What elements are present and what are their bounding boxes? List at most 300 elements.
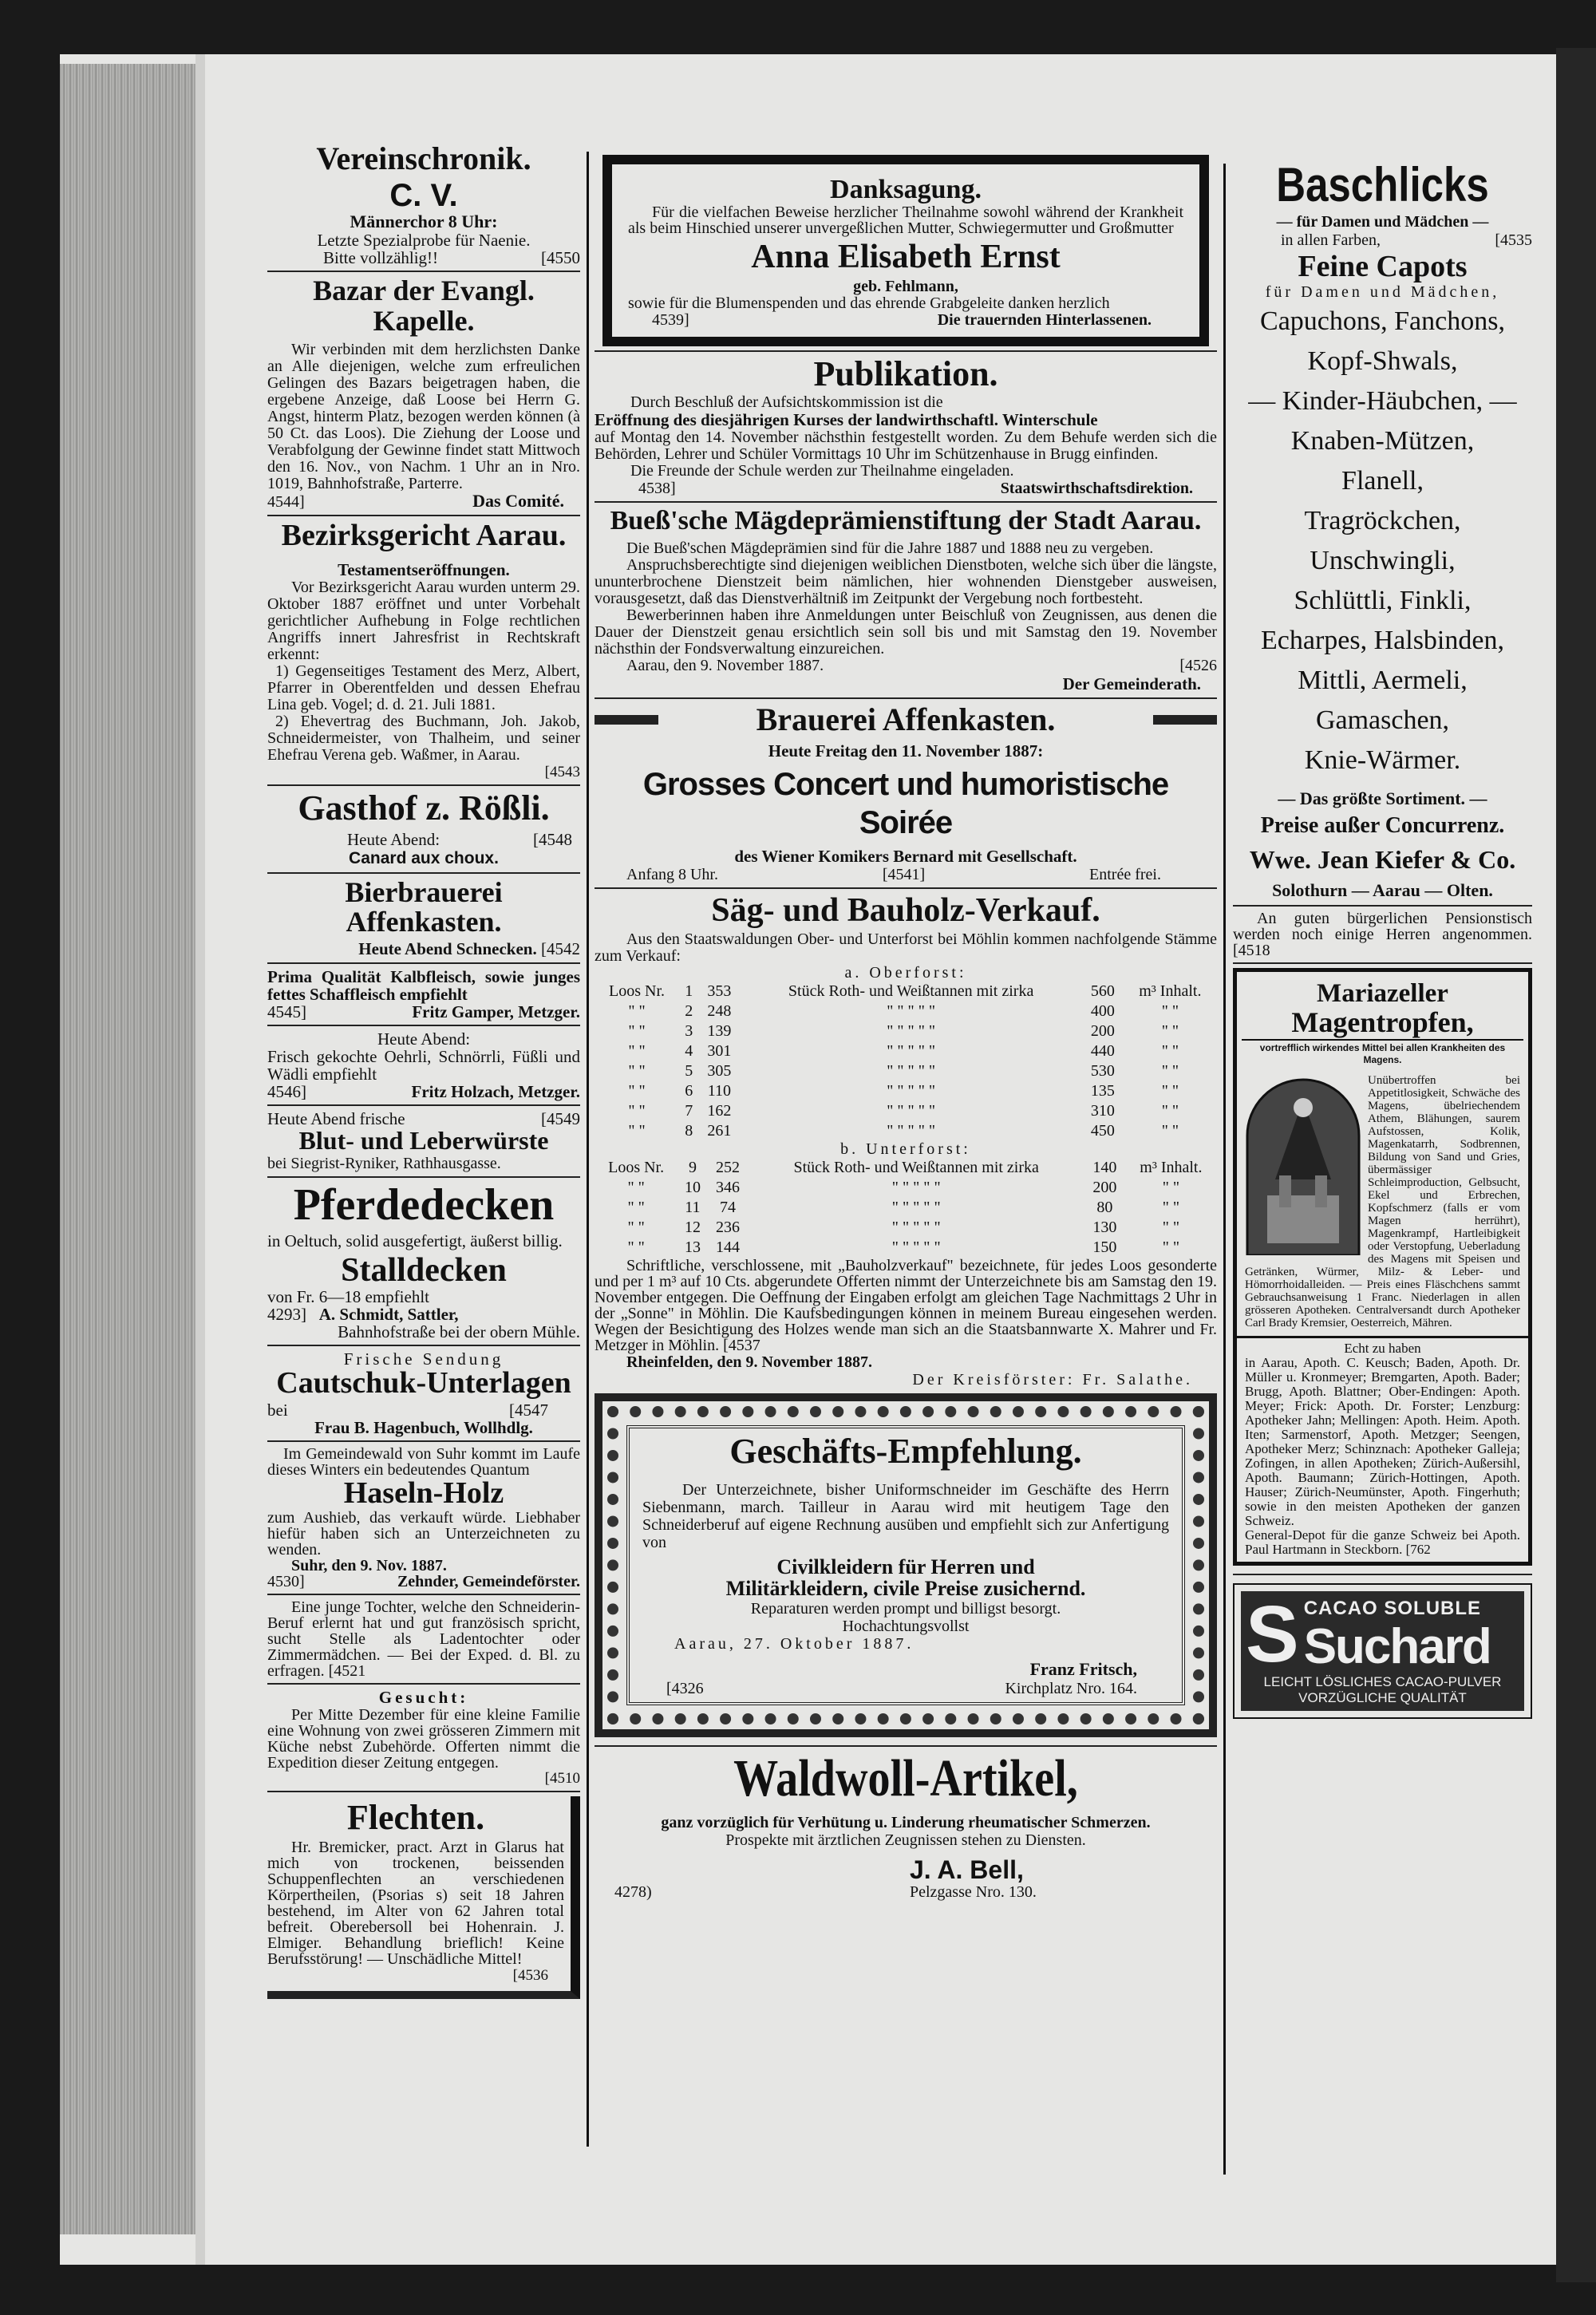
text: ganz vorzüglich für Verhütung u. Linderung rheumatischer Schmerzen. <box>661 1813 1151 1831</box>
text: Wir verbinden mit dem herzlichsten Danke an Alle diejenigen, welche zum erfreulichen Gelingen des Bazars beigetragen haben, die ergebene Anzeige, daß Loose bei Herrn G. Angst, hinterm Platz, bezogen werden können (à 50 Ct. das Loos). Die Ziehung der Loose und Verabfolgung der Gewinne findet statt Mittwoch den 16. Nov., von Nachm. 1 Uhr an in Nro. 1019, Bahnhofstraße, Parterre. <box>267 340 580 492</box>
ad-number: [4518 <box>1233 941 1270 959</box>
unit: " " <box>1161 1021 1179 1040</box>
mariazell-basilica-illustration <box>1243 1076 1363 1255</box>
column-divider <box>1223 164 1226 2175</box>
ad-waldwoll <box>595 1748 1217 1902</box>
ad-publikation <box>595 356 1217 497</box>
deceased-name: Anna Elisabeth Ernst <box>751 238 1061 275</box>
text: Eine junge Tochter, welche den Schneiderin-Beruf erlernt hat und gut französisch spricht, sucht Stelle als Ladentochter oder Zimmermädchen. — Bei der Exped. d. Bl. zu erfragen. <box>267 1598 580 1680</box>
heading: Geschäfts-Empfehlung. <box>729 1431 1082 1471</box>
divider <box>1233 905 1532 907</box>
description: " " " " " <box>887 1081 936 1100</box>
volume: 310 <box>1090 1101 1115 1120</box>
ad-gesucht <box>267 1689 580 1787</box>
text: CACAO SOLUBLE <box>1303 1598 1482 1620</box>
text: Heute Abend Schnecken. <box>358 939 537 959</box>
product-item: — Kinder-Häubchen, — <box>1248 385 1517 416</box>
ad-holzach <box>267 1030 580 1100</box>
ad-brauerei-affenkasten <box>595 703 1217 883</box>
ad-number: [4549 <box>541 1109 580 1129</box>
signature: Der Kreisförster: Fr. Salathe. <box>912 1370 1193 1389</box>
description: " " " " " <box>887 1061 936 1080</box>
volume: 200 <box>1090 1021 1115 1040</box>
ad-geschaefts-empfehlung <box>642 1433 1169 1697</box>
lot-number: 9 <box>688 1158 697 1176</box>
volume: 200 <box>1092 1178 1117 1196</box>
product-list <box>1233 302 1532 780</box>
heading: Mariazeller <box>1317 978 1448 1008</box>
piece-count: 74 <box>720 1198 737 1216</box>
lot-table-unterforst <box>595 1158 1217 1258</box>
ad-number: 4530] <box>267 1572 305 1590</box>
text: Reparaturen werden prompt und billigst besorgt. <box>750 1599 1061 1618</box>
lot-row <box>595 1081 1217 1101</box>
lot-label: " " <box>628 1061 646 1080</box>
heading: Bierbrauerei Affenkasten. <box>345 875 503 938</box>
signature: Frau B. Hagenbuch, Wollhdlg. <box>314 1417 533 1437</box>
text: Solothurn — Aarau — Olten. <box>1272 879 1493 900</box>
signature: A. Schmidt, Sattler, <box>318 1304 459 1324</box>
description: " " " " " <box>891 1218 941 1236</box>
unit: " " <box>1162 1178 1180 1196</box>
lot-label: Loos Nr. <box>608 1158 665 1176</box>
text: Canard aux choux. <box>349 848 499 867</box>
signature: Staatswirthschaftsdirektion. <box>1000 479 1193 497</box>
product-item: Kopf-Shwals, <box>1307 346 1458 376</box>
signature: J. A. Bell, <box>910 1855 1024 1884</box>
ad-cautschuk <box>267 1350 580 1436</box>
lot-label: " " <box>628 1081 646 1100</box>
product-item: Echarpes, Halsbinden, <box>1261 625 1504 655</box>
text: Civilkleidern für Herren und <box>776 1555 1035 1578</box>
right-column <box>1233 160 1532 1719</box>
ad-number: [4550 <box>541 248 580 267</box>
lot-row <box>595 1238 1217 1258</box>
ad-number: 4538] <box>638 479 676 497</box>
suchard-logo <box>1241 1591 1524 1711</box>
subheading: Testamentseröffnungen. <box>338 560 510 580</box>
date: Aarau, den 9. November 1887. <box>626 656 824 674</box>
ad-number: [4541] <box>882 865 926 883</box>
divider <box>267 1791 580 1792</box>
text: Hr. Bremicker, pract. Arzt in Glarus hat mich von trockenen, beissenden Schuppenflechten an verschiedenen Körpertheilen, (Psorias s) seit 18 Jahren bestehend, im Alter von 62 Jahren total befreit. Oberebersoll bei Hohenrain. J. Elmiger. Behandlung brieflich! Keine Berufsstörung! — Unschädliche Mittel! <box>267 1838 564 1968</box>
ad-number: [4542 <box>541 939 580 959</box>
lot-number: 4 <box>685 1041 693 1060</box>
product-item: Schlüttli, Finkli, <box>1294 585 1472 615</box>
lot-row <box>595 1121 1217 1141</box>
ad-tochter <box>267 1599 580 1679</box>
piece-count: 236 <box>716 1218 741 1236</box>
lot-row <box>595 982 1217 1001</box>
text: Heute Abend: <box>347 829 440 849</box>
lot-label: " " <box>628 1101 646 1120</box>
piece-count: 346 <box>716 1178 741 1196</box>
heading: Gesucht: <box>378 1687 469 1707</box>
lot-row <box>595 1021 1217 1041</box>
description: " " " " " <box>887 1101 936 1120</box>
ad-mariazeller <box>1233 968 1532 1566</box>
text: 1) Gegenseitiges Testament des Merz, Albert, Pfarrer in Oberentfelden und dessen Ehefrau Lina geb. Vogel; d. d. 21. Juli 1881. <box>267 662 580 714</box>
ad-number: [4543 <box>544 764 580 781</box>
lot-row <box>595 1041 1217 1061</box>
middle-column <box>595 152 1217 1901</box>
text: von Fr. 6—18 empfiehlt <box>267 1286 429 1306</box>
text: Bitte vollzählig!! <box>323 248 439 267</box>
volume: 530 <box>1090 1061 1115 1080</box>
heading: Bezirksgericht Aarau. <box>281 518 567 552</box>
volume: 560 <box>1090 982 1115 1000</box>
text: vortrefflich wirkendes Mittel bei allen Krankheiten des Magens. <box>1242 1039 1523 1068</box>
divider <box>267 1594 580 1595</box>
text: für Damen und Mädchen, <box>1265 282 1500 301</box>
lot-label: " " <box>627 1238 645 1256</box>
text: Per Mitte Dezember für eine kleine Familie eine Wohnung von zwei grösseren Zimmern mit Küche nebst Zubehörde. Offerten nimmt die Expedition dieser Zeitung entgegen. <box>267 1705 580 1772</box>
heading: Publikation. <box>813 354 998 393</box>
text: Die Bueß'schen Mägdeprämien sind für die Jahre 1887 und 1888 neu zu vergeben. <box>626 539 1154 557</box>
ad-pension <box>1233 911 1532 958</box>
divider <box>595 887 1217 889</box>
ad-number: 4293] <box>267 1304 306 1324</box>
ad-danksagung <box>602 155 1209 346</box>
heading: Magentropfen, <box>1291 1005 1474 1038</box>
ad-number: [4326 <box>666 1679 704 1697</box>
ad-bierbrauerei <box>267 875 580 959</box>
book-edge <box>60 64 196 2234</box>
text: Preise außer Concurrenz. <box>1260 812 1505 838</box>
lot-row <box>595 1101 1217 1121</box>
description: " " " " " <box>891 1178 941 1196</box>
ad-bazar <box>267 276 580 511</box>
heading: Haseln-Holz <box>343 1476 504 1510</box>
heading: Bueß'sche Mägdeprämienstiftung der Stadt Aarau. <box>610 505 1202 535</box>
ad-buess-stiftung <box>595 507 1217 693</box>
lot-number: 3 <box>685 1021 693 1040</box>
text: Militärkleidern, civile Preise zusichernd. <box>725 1577 1086 1601</box>
text: Männerchor 8 Uhr: <box>350 211 498 231</box>
ad-bezirksgericht <box>267 520 580 781</box>
text: sowie für die Blumenspenden und das ehrende Grabgeleite danken herzlich <box>628 294 1110 312</box>
divider <box>595 350 1217 352</box>
unit: " " <box>1161 1101 1179 1120</box>
lot-label: " " <box>627 1178 645 1196</box>
divider <box>1233 962 1532 964</box>
piece-count: 301 <box>707 1041 732 1060</box>
divider <box>267 784 580 786</box>
heading: Danksagung. <box>830 175 982 204</box>
heading: Waldwoll-Artikel, <box>733 1748 1078 1807</box>
volume: 150 <box>1092 1238 1117 1256</box>
text: VORZÜGLICHE QUALITÄT <box>1298 1690 1467 1706</box>
logo-letter: S <box>1246 1590 1299 1680</box>
scan-border <box>1556 48 1596 2282</box>
description: " " " " " <box>891 1238 941 1256</box>
unit: m³ Inhalt. <box>1140 1158 1203 1176</box>
lot-number: 8 <box>685 1121 693 1140</box>
divider <box>267 271 580 272</box>
volume: 140 <box>1092 1158 1117 1176</box>
text: General-Depot für die ganze Schweiz bei Apoth. Paul Hartmann in Steckborn. <box>1245 1527 1520 1558</box>
divider <box>267 1176 580 1178</box>
description: Stück Roth- und Weißtannen mit zirka <box>788 982 1034 1000</box>
ad-bauholz-verkauf <box>595 893 1217 1389</box>
ad-number: [762 <box>1405 1542 1431 1558</box>
text: Heute Abend frische <box>267 1109 405 1129</box>
heading: Bazar der Evangl. Kapelle. <box>313 275 535 337</box>
signature: Zehnder, Gemeindeförster. <box>397 1572 580 1590</box>
lot-label: " " <box>628 1001 646 1020</box>
heading: Feine Capots <box>1298 250 1468 283</box>
signature: Die trauernden Hinterlassenen. <box>937 310 1152 329</box>
heading: Cautschuk-Unterlagen <box>276 1365 571 1400</box>
text: Prospekte mit ärztlichen Zeugnissen stehen zu Diensten. <box>725 1831 1086 1849</box>
text: Unübertroffen bei Appetitlosigkeit, Schwäche des Magens, übelriechendem Athem, Blähungen, saurem Aufstossen, Kolik, Magenkatarrh, Sodbrennen, Bildung von Sand und Gries, übermässiger Schleimproduction, Gelbsucht, Ekel und Erbrechen, Kopfschmerz (falls er vom Magen herrührt), Magenkrampf, Hartleibigkeit oder Verstopfung, Ueberladung des Magens mit Speisen und Getränken, Würmer, Milz- & Leber- und Hömorrhoidalleiden. — Preis eines Fläschchens sammt Gebrauchsanweisung 1 Franc. Niederlagen in allen grösseren Apotheken. Centralversandt durch Apotheker Carl Brady Kremsier, Oesterreich, Mähren. <box>1245 1074 1520 1330</box>
signature: Fritz Gamper, Metzger. <box>412 1002 580 1022</box>
heading: Gasthof z. Rößli. <box>298 788 550 828</box>
piece-count: 252 <box>716 1158 741 1176</box>
ad-number: [4526 <box>1179 656 1217 674</box>
text: Entrée frei. <box>1089 865 1161 883</box>
text: Schriftliche, verschlossene, mit „Bauholzverkauf" bezeichnete, für jedes Loos gesonderte und per 1 m³ auf 10 Cts. abgerundete Offerten nimmt der Unterzeichnete bis am Samstag den 19. November entgegen. Die Oeffnung der Eingaben erfolgt am gleichen Tage Nachmittags 2 Uhr in der „Sonne" in Möhlin. Die Kaufsbedingungen können in meinem Bureau eingesehen werden. Wegen der Besichtigung des Holzes wende man sich an die Staatsbannwarte X. Mahrer und Fr. Metzger in Möhlin. <box>595 1256 1217 1354</box>
heading: Baschlicks <box>1276 158 1489 211</box>
piece-count: 144 <box>716 1238 741 1256</box>
lot-row <box>595 1001 1217 1021</box>
unit: " " <box>1161 1041 1179 1060</box>
text: Echt zu haben <box>1344 1341 1421 1357</box>
text: Der Unterzeichnete, bisher Uniformschneider im Geschäfte des Herrn Siebenmann, march. Tailleur in Aarau wird mit heutigem Tage den Schneiderberuf auf eigene Rechnung ausüben und empfiehlt sich zur Anfertigung von <box>642 1480 1169 1551</box>
brand-name: Suchard <box>1303 1619 1491 1675</box>
decorative-bar <box>595 715 658 725</box>
ad-number: 4545] <box>267 1002 306 1022</box>
heading: Stalldecken <box>341 1251 507 1289</box>
text: Die Freunde der Schule werden zur Theilnahme eingeladen. <box>630 461 1014 480</box>
text: Für die vielfachen Beweise herzlicher Theilnahme sowohl während der Krankheit als beim Hinschied unserer unvergeßlichen Mutter, Schwiegermutter und Großmutter <box>628 203 1183 237</box>
unit: " " <box>1161 1121 1179 1140</box>
lot-row <box>595 1061 1217 1081</box>
firm-name: Wwe. Jean Kiefer & Co. <box>1249 845 1516 875</box>
address: Pelzgasse Nro. 130. <box>910 1883 1037 1902</box>
divider <box>267 515 580 516</box>
lot-label: " " <box>627 1218 645 1236</box>
ad-baschlicks <box>1233 160 1532 901</box>
volume: 450 <box>1090 1121 1115 1140</box>
ad-number: [4510 <box>544 1769 580 1787</box>
description: " " " " " <box>891 1198 941 1216</box>
volume: 400 <box>1090 1001 1115 1020</box>
piece-count: 248 <box>707 1001 732 1020</box>
ad-gasthof <box>267 790 580 867</box>
date: Heute Freitag den 11. November 1887: <box>768 741 1044 760</box>
date: Rheinfelden, den 9. November 1887. <box>626 1353 872 1371</box>
product-item: Knie-Wärmer. <box>1304 745 1461 775</box>
lot-number: 6 <box>685 1081 693 1100</box>
ad-number: [4547 <box>509 1400 548 1420</box>
ad-vereinschronik <box>267 142 580 267</box>
ad-number: 4278) <box>614 1883 652 1902</box>
unit: " " <box>1161 1061 1179 1080</box>
divider <box>267 1025 580 1026</box>
divider <box>595 1745 1217 1747</box>
unit: " " <box>1161 1081 1179 1100</box>
heading: Flechten. <box>346 1797 485 1837</box>
ad-siegrist <box>267 1110 580 1172</box>
divider <box>267 1683 580 1685</box>
text: Frisch gekochte Oehrli, Schnörrli, Füßli und Wädli empfiehlt <box>267 1047 580 1084</box>
lot-number: 2 <box>685 1001 693 1020</box>
ad-gamper <box>267 968 580 1021</box>
product-item: Tragröckchen, <box>1304 505 1461 535</box>
description: " " " " " <box>887 1001 936 1020</box>
divider <box>267 1345 580 1346</box>
ad-number: [4535 <box>1495 231 1532 249</box>
text: Durch Beschluß der Aufsichtskommission ist die <box>630 393 943 411</box>
lot-label: " " <box>627 1198 645 1216</box>
text: Vor Bezirksgericht Aarau wurden unterm 29. Oktober 1887 eröffnet und unter Vorbehalt gerichtlicher Aufhebung in Folge rechtlichen Angriffs innert Jahresfrist in Rechtskraft erkennt: <box>267 579 580 664</box>
lot-number: 11 <box>685 1198 701 1216</box>
piece-count: 305 <box>707 1061 732 1080</box>
text: in Oeltuch, solid ausgefertigt, äußerst billig. <box>267 1231 563 1250</box>
lot-label: " " <box>628 1041 646 1060</box>
description: " " " " " <box>887 1041 936 1060</box>
lot-label: Loos Nr. <box>609 982 666 1000</box>
text: Letzte Spezialprobe für Naenie. <box>317 231 531 250</box>
lot-number: 13 <box>684 1238 701 1256</box>
text: bei Siegrist-Ryniker, Rathhausgasse. <box>267 1154 501 1172</box>
text: An guten bürgerlichen Pensionstisch werden noch einige Herren angenommen. <box>1233 909 1532 943</box>
volume: 135 <box>1090 1081 1115 1100</box>
decorative-bar <box>1153 715 1217 725</box>
text: — Das größte Sortiment. — <box>1278 788 1487 808</box>
heading: Brauerei Affenkasten. <box>756 701 1056 737</box>
piece-count: 139 <box>707 1021 732 1040</box>
text: Im Gemeindewald von Suhr kommt im Laufe dieses Winters ein bedeutendes Quantum <box>267 1444 580 1479</box>
ad-flechten <box>267 1796 580 1999</box>
divider <box>267 1104 580 1106</box>
unit: " " <box>1162 1198 1180 1216</box>
text: Anfang 8 Uhr. <box>626 865 718 883</box>
signature: Fritz Holzach, Metzger. <box>411 1082 580 1102</box>
text: Prima Qualität Kalbfleisch, sowie junges fettes Schaffleisch empfiehlt <box>267 967 580 1005</box>
text: in allen Farben, <box>1281 231 1381 249</box>
lot-row <box>595 1158 1217 1178</box>
description: " " " " " <box>887 1121 936 1140</box>
unit: " " <box>1161 1001 1179 1020</box>
text: auf Montag den 14. November nächsthin festgestellt worden. Zu dem Behufe werden sich die Behörden, Lehrer und Schüler Vormittags 10 Uhr im Schützenhause in Brugg einfinden. <box>595 428 1217 463</box>
divider <box>1233 1574 1532 1575</box>
volume: 130 <box>1092 1218 1117 1236</box>
signature: Der Gemeinderath. <box>1062 674 1201 693</box>
ad-number: 4544] <box>267 492 305 511</box>
left-column <box>267 142 580 1999</box>
heading: Vereinschronik. <box>316 140 531 176</box>
signature: Das Comité. <box>472 490 564 511</box>
headline: Grosses Concert und humoristische Soirée <box>642 766 1169 840</box>
text: geb. Fehlmann, <box>853 277 958 295</box>
ornamental-frame <box>595 1393 1217 1737</box>
lot-table-oberforst <box>595 982 1217 1141</box>
piece-count: 261 <box>707 1121 732 1140</box>
text: — für Damen und Mädchen — <box>1276 213 1489 231</box>
product-item: Flanell, <box>1341 465 1424 496</box>
volume: 80 <box>1096 1198 1113 1216</box>
unit: " " <box>1162 1238 1180 1256</box>
page-gutter <box>196 54 205 2265</box>
ad-number: [4537 <box>723 1336 760 1354</box>
text: Heute Abend: <box>377 1029 471 1049</box>
description: Stück Roth- und Weißtannen mit zirka <box>793 1158 1039 1176</box>
divider <box>595 697 1217 699</box>
piece-count: 353 <box>707 982 732 1000</box>
club-name: C. V. <box>389 178 458 213</box>
product-item: Mittli, Aermeli, <box>1298 665 1468 695</box>
ad-suchard <box>1233 1583 1532 1719</box>
text: Eröffnung des diesjährigen Kurses der landwirthschaftl. Winterschule <box>595 409 1098 429</box>
piece-count: 162 <box>707 1101 732 1120</box>
lot-row <box>595 1178 1217 1198</box>
ad-number: 4546] <box>267 1082 306 1102</box>
ad-number: [4521 <box>328 1661 366 1680</box>
ad-number: 4539] <box>652 310 689 329</box>
description: " " " " " <box>887 1021 936 1040</box>
volume: 440 <box>1090 1041 1115 1060</box>
lot-label: " " <box>628 1021 646 1040</box>
divider <box>267 962 580 964</box>
product-item: Gamaschen, <box>1315 705 1450 735</box>
ad-pferdedecken <box>267 1179 580 1341</box>
divider <box>595 501 1217 503</box>
text: in Aarau, Apoth. C. Keusch; Baden, Apoth. Dr. Müller u. Kronmeyer; Bremgarten, Apoth. Bader; Brugg, Apoth. Blattner; Ober-Endingen: Apoth. Meyer; Frick: Apoth. Dr. Forster; Lenzburg: Apotheker Jahn; Mellingen: Apoth. Heim. Apoth. Iten; Sarmenstorf, Apoth. Metzger; Seengen, Apotheker Merz; Schinznach: Apotheker Galleja; Zofingen, in allen Apotheken; Zürich-Außersihl, Apoth. Baumann; Zürich-Hottingen, Apoth. Hauser; Zürich-Neumünster, Apoth. Fingerhuth; sowie in den meisten Apotheken der ganzen Schweiz. <box>1245 1355 1520 1529</box>
lot-row <box>595 1198 1217 1218</box>
text: Hochachtungsvollst <box>842 1617 970 1635</box>
text: bei <box>267 1400 288 1420</box>
lot-number: 5 <box>685 1061 693 1080</box>
ad-number: [4536 <box>512 1966 548 1984</box>
lot-row <box>595 1218 1217 1238</box>
date: Aarau, 27. Oktober 1887. <box>674 1634 915 1653</box>
text: Aus den Staatswaldungen Ober- und Unterforst bei Möhlin kommen nachfolgende Stämme zum Verkauf: <box>595 930 1217 965</box>
ad-haselholz <box>267 1446 580 1590</box>
ad-number: [4548 <box>533 829 572 849</box>
column-divider <box>587 152 589 2147</box>
text: des Wiener Komikers Bernard mit Gesellschaft. <box>734 846 1077 866</box>
text: 2) Ehevertrag des Buchmann, Joh. Jakob, Schneidermeister, von Thalheim, und seiner Ehefrau Verena geb. Waßmer, in Aarau. <box>267 713 580 764</box>
product-item: Unschwingli, <box>1310 545 1456 575</box>
heading: Blut- und Leberwürste <box>298 1126 549 1156</box>
date: Suhr, den 9. Nov. 1887. <box>291 1556 447 1574</box>
heading: Pferdedecken <box>293 1179 555 1230</box>
lot-number: 7 <box>685 1101 693 1120</box>
lot-label: " " <box>628 1121 646 1140</box>
address: Kirchplatz Nro. 164. <box>1005 1679 1137 1697</box>
lot-number: 12 <box>684 1218 701 1236</box>
address: Bahnhofstraße bei der obern Mühle. <box>338 1321 580 1341</box>
heading: Säg- und Bauholz-Verkauf. <box>711 891 1100 929</box>
section-heading: b. Unterforst: <box>840 1140 971 1158</box>
text: zum Aushieb, das verkauft würde. Liebhaber hiefür haben sich an Unterzeichneten zu wenden. <box>267 1508 580 1558</box>
text: Bewerberinnen haben ihre Anmeldungen unter Beischluß von Zeugnissen, aus denen die Dauer der Dienstzeit genau ersichtlich sein soll bis und mit Samstag den 19. November nächsthin der Fondsverwaltung einzureichen. <box>595 606 1217 658</box>
piece-count: 110 <box>707 1081 731 1100</box>
divider <box>267 1440 580 1442</box>
text: Frische Sendung <box>343 1349 504 1369</box>
section-heading: a. Oberforst: <box>844 963 967 982</box>
text: Anspruchsberechtigte sind diejenigen weiblichen Dienstboten, welche sich über die längste, ununterbrochene Dienstzeit beim nämlichen, hier wohnenden Dienstgeber ausweisen, vorausgesetzt, daß das Dienstverhältniß im Zeitpunkt der Vergebung noch fortbesteht. <box>595 555 1217 607</box>
product-item: Knaben-Mützen, <box>1290 425 1475 456</box>
unit: " " <box>1162 1218 1180 1236</box>
divider <box>267 872 580 874</box>
lot-number: 10 <box>684 1178 701 1196</box>
signature: Franz Fritsch, <box>1029 1658 1137 1679</box>
lot-number: 1 <box>685 982 693 1000</box>
text: LEICHT LÖSLICHES CACAO-PULVER <box>1263 1674 1502 1690</box>
